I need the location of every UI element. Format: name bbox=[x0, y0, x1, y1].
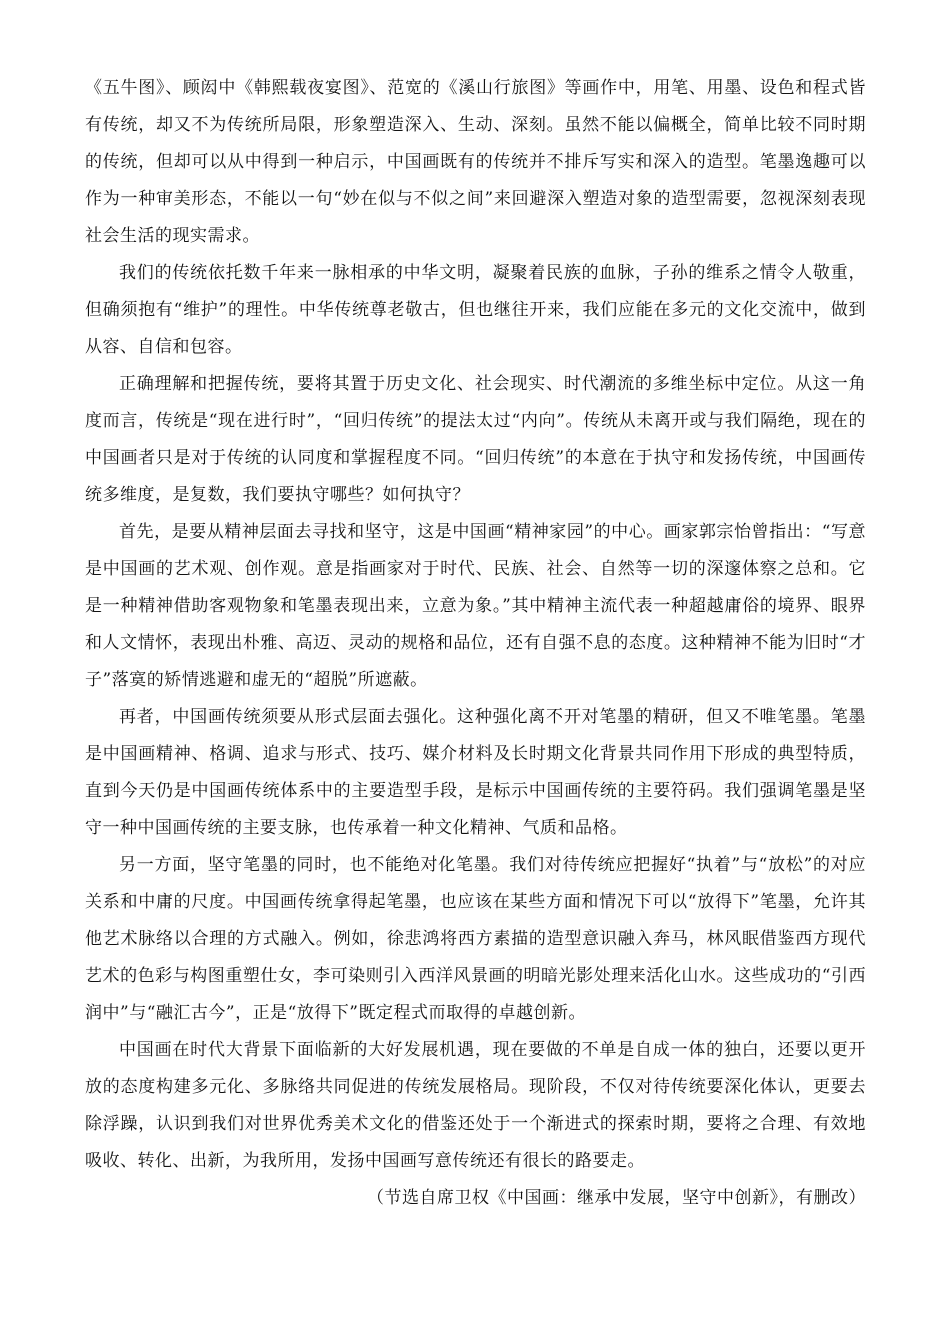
passage-body bbox=[85, 70, 866, 1217]
paragraph-5: 再者，中国画传统须要从形式层面去强化。这种强化离不开对笔墨的精研，但又不唯笔墨。笔墨是中国画精神、格调、追求与形式、技巧、媒介材料及长时期文化背景共同作用下形成的典型特质，直到今天仍是中国画传统体系中的主要造型手段，是标示中国画传统的主要符码。我们强调笔墨是坚守一种中国画传统的主要支脉，也传承着一种文化精神、气质和品格。 bbox=[85, 707, 866, 838]
paragraph-1: 《五牛图》、顾闳中《韩熙载夜宴图》、范宽的《溪山行旅图》等画作中，用笔、用墨、设色和程式皆有传统，却又不为传统所局限，形象塑造深入、生动、深刻。虽然不能以偏概全，简单比较不同时期的传统，但却可以从中得到一种启示，中国画既有的传统并不排斥写实和深入的造型。笔墨逸趣可以作为一种审美形态，不能以一句“妙在似与不似之间”来回避深入塑造对象的造型需要，忽视深刻表现社会生活的现实需求。 bbox=[85, 78, 866, 246]
paragraph-7: 中国画在时代大背景下面临新的大好发展机遇，现在要做的不单是自成一体的独白，还要以更开放的态度构建多元化、多脉络共同促进的传统发展格局。现阶段，不仅对待传统要深化体认，更要去除浮躁，认识到我们对世界优秀美术文化的借鉴还处于一个渐进式的探索时期，要将之合理、有效地吸收、转化、出新，为我所用，发扬中国画写意传统还有很长的路要走。 bbox=[85, 1040, 866, 1171]
attribution-line: （节选自席卫权《中国画：继承中发展，坚守中创新》，有删改） bbox=[367, 1188, 866, 1208]
paragraph-6: 另一方面，坚守笔墨的同时，也不能绝对化笔墨。我们对待传统应把握好“执着”与“放松”的对应关系和中庸的尺度。中国画传统拿得起笔墨，也应该在某些方面和情况下可以“放得下”笔墨，允许其他艺术脉络以合理的方式融入。例如，徐悲鸿将西方素描的造型意识融入奔马，林风眠借鉴西方现代艺术的色彩与构图重塑仕女，李可染则引入西洋风景画的明暗光影处理来活化山水。这些成功的“引西润中”与“融汇古今”，正是“放得下”既定程式而取得的卓越创新。 bbox=[85, 855, 866, 1023]
paragraph-3: 正确理解和把握传统，要将其置于历史文化、社会现实、时代潮流的多维坐标中定位。从这一角度而言，传统是“现在进行时”，“回归传统”的提法太过“内向”。传统从未离开或与我们隔绝，现在的中国画者只是对于传统的认同度和掌握程度不同。“回归传统”的本意在于执守和发扬传统，中国画传统多维度，是复数，我们要执守哪些？如何执守？ bbox=[85, 374, 866, 505]
paragraph-2: 我们的传统依托数千年来一脉相承的中华文明，凝聚着民族的血脉，子孙的维系之情令人敬重，但确须抱有“维护”的理性。中华传统尊老敬古，但也继往开来，我们应能在多元的文化交流中，做到从容、自信和包容。 bbox=[85, 263, 866, 357]
paragraph-4: 首先，是要从精神层面去寻找和坚守，这是中国画“精神家园”的中心。画家郭宗怡曾指出：“写意是中国画的艺术观、创作观。意是指画家对于时代、民族、社会、自然等一切的深邃体察之总和。它是一种精神借助客观物象和笔墨表现出来，立意为象。”其中精神主流代表一种超越庸俗的境界、眼界和人文情怀，表现出朴雅、高迈、灵动的规格和品位，还有自强不息的态度。这种精神不能为旧时“才子”落寞的矫情逃避和虚无的“超脱”所遮蔽。 bbox=[85, 522, 866, 690]
